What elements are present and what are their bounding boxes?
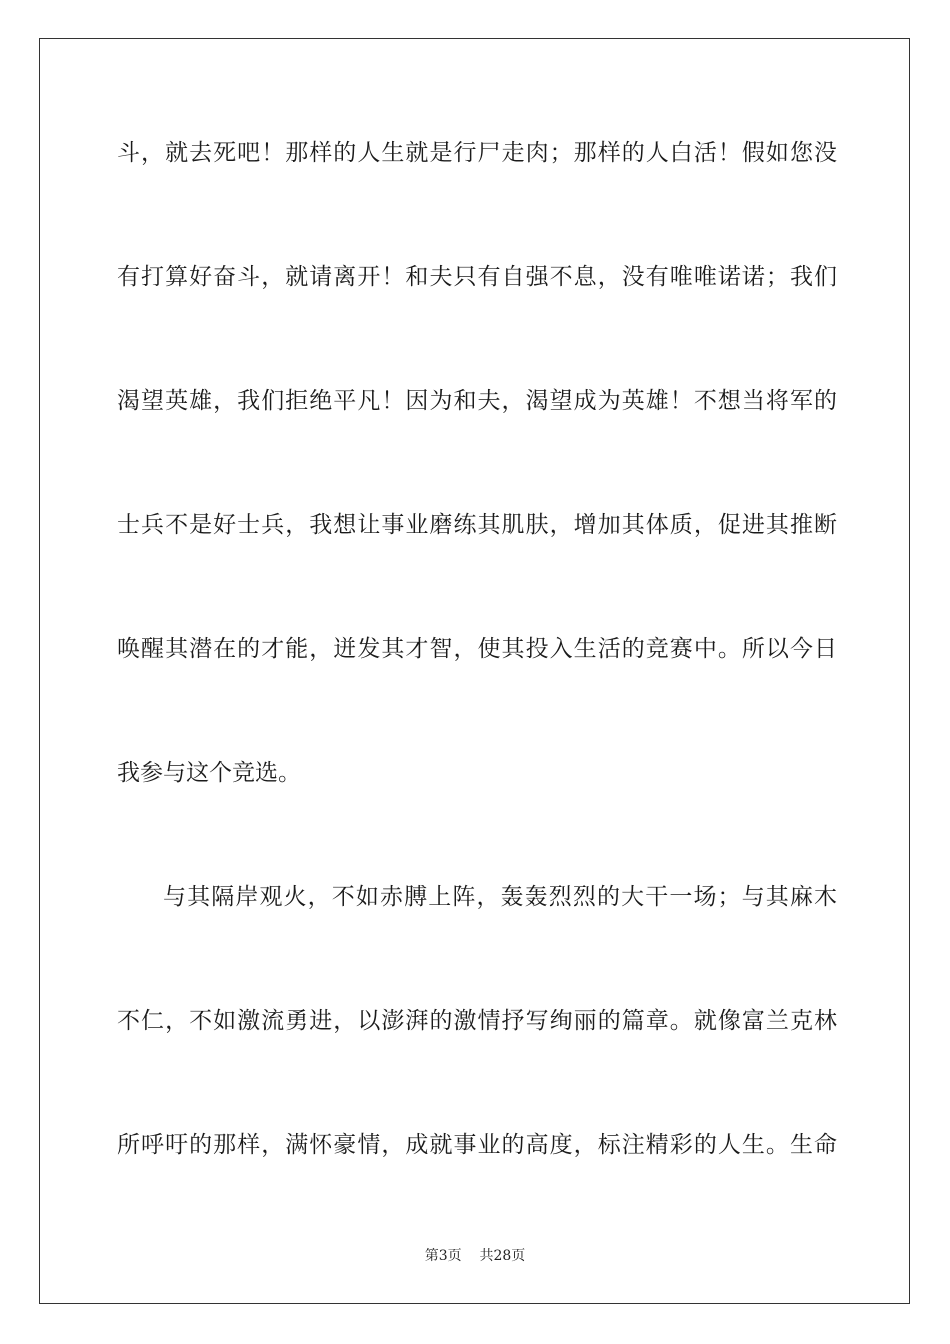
page-footer — [0, 1247, 950, 1265]
body-line-9: 所呼吁的那样，满怀豪情，成就事业的高度，标注精彩的人生。生命 — [117, 1132, 837, 1158]
body-line-3: 渴望英雄，我们拒绝平凡！因为和夫，渴望成为英雄！不想当将军的 — [117, 388, 837, 414]
body-line-6: 我参与这个竞选。 — [117, 760, 301, 786]
body-line-2: 有打算好奋斗，就请离开！和夫只有自强不息，没有唯唯诺诺；我们 — [117, 264, 837, 290]
body-line-1: 斗，就去死吧！那样的人生就是行尸走肉；那样的人白活！假如您没 — [117, 140, 837, 166]
page-number: 第3页 — [424, 1248, 462, 1264]
body-line-5: 唤醒其潜在的才能，迸发其才智，使其投入生活的竞赛中。所以今日 — [117, 636, 837, 662]
body-line-8: 不仁，不如激流勇进，以澎湃的激情抒写绚丽的篇章。就像富兰克林 — [117, 1008, 837, 1034]
body-line-7: 与其隔岸观火，不如赤膊上阵，轰轰烈烈的大干一场；与其麻木 — [163, 884, 837, 910]
total-pages: 共28页 — [479, 1248, 526, 1264]
body-line-4: 士兵不是好士兵，我想让事业磨练其肌肤，增加其体质，促进其推断 — [117, 512, 837, 538]
page-border — [39, 38, 910, 1304]
